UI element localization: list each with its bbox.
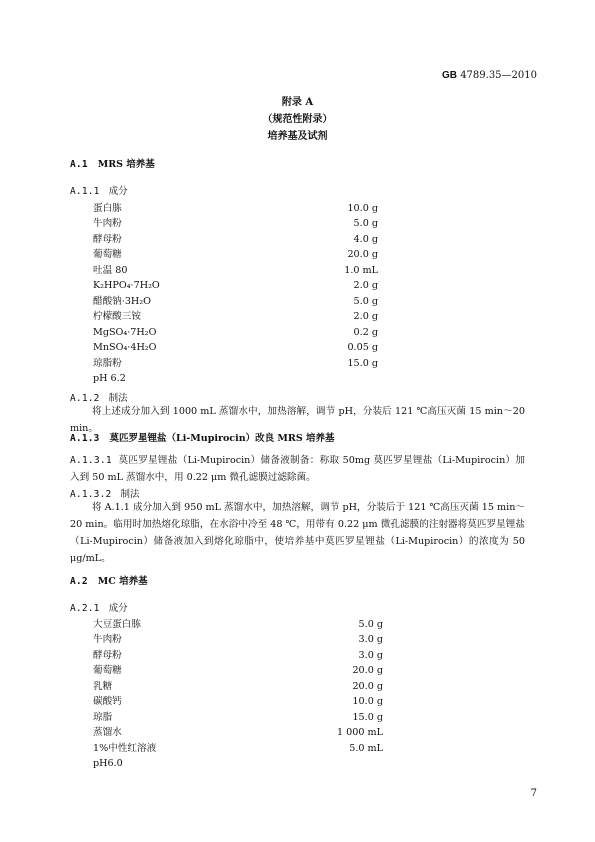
standard-prefix: GB (442, 70, 457, 81)
standard-code (442, 70, 537, 81)
section-title: 莫匹罗星锂盐（Li-Mupirocin）改良 MRS 培养基 (109, 433, 335, 444)
ingredient-amount: 5.0 g (353, 296, 378, 307)
section-title: 制法 (120, 489, 140, 500)
appendix-title: 附录 A (281, 97, 314, 108)
section-number: A.2 (70, 576, 88, 587)
ingredient-row (93, 694, 383, 709)
ingredient-row (93, 340, 378, 355)
ingredient-row (93, 232, 378, 247)
ingredient-name: 牛肉粉 (93, 218, 122, 229)
ingredient-name: MgSO₄·7H₂O (93, 327, 157, 338)
ingredient-name: MnSO₄·4H₂O (93, 342, 157, 353)
ingredient-row (93, 201, 378, 216)
section-title: MC 培养基 (97, 576, 148, 587)
ingredient-name: 酵母粉 (93, 650, 122, 661)
ingredient-row (93, 247, 378, 262)
ingredient-amount: 3.0 g (358, 634, 383, 645)
ingredient-name: 葡萄糖 (93, 249, 122, 260)
ingredient-name: 牛肉粉 (93, 634, 122, 645)
standard-number: 4789.35—2010 (460, 70, 537, 81)
ph-value (93, 371, 378, 386)
ingredient-name: 大豆蛋白胨 (93, 619, 141, 630)
ingredient-name: 蒸馏水 (93, 727, 122, 738)
ingredient-amount: 15.0 g (347, 358, 378, 369)
ingredient-row (93, 325, 378, 340)
ingredient-name: K₂HPO₄·7H₂O (93, 280, 160, 291)
section-a1-2-heading (70, 390, 128, 404)
ingredient-name: 柠檬酸三铵 (93, 311, 141, 322)
ingredient-amount: 10.0 g (347, 203, 378, 214)
ingredient-amount: 20.0 g (347, 249, 378, 260)
ingredient-row (93, 278, 378, 293)
appendix-subtitle: （规范性附录） (262, 114, 333, 125)
section-title: 成分 (108, 186, 128, 197)
ingredient-row (93, 309, 378, 324)
stock-solution-paragraph (70, 452, 525, 486)
ingredient-row (93, 617, 383, 632)
ingredient-amount: 10.0 g (352, 696, 383, 707)
section-number: A.1.2 (70, 393, 100, 404)
ingredient-amount: 20.0 g (352, 681, 383, 692)
page-number: 7 (530, 788, 537, 799)
ingredient-amount: 1.0 mL (344, 265, 378, 276)
ingredient-row (93, 710, 383, 725)
ingredient-amount: 4.0 g (353, 234, 378, 245)
ph-label: pH 6.2 (93, 373, 126, 384)
section-number: A.1.3.2 (70, 489, 112, 500)
ingredient-name: 醋酸钠·3H₂O (93, 296, 152, 307)
ingredient-row (93, 663, 383, 678)
section-number: A.1.3.1 (70, 455, 112, 466)
ingredient-amount: 1 000 mL (337, 727, 383, 738)
ph-label: pH6.0 (93, 758, 123, 769)
section-a1-3-heading (70, 430, 334, 444)
ingredient-row (93, 725, 383, 740)
section-a2-heading (70, 573, 148, 587)
section-a1-1-heading (70, 183, 128, 197)
section-number: A.1 (70, 159, 88, 170)
ingredient-name: 吐温 80 (93, 265, 128, 276)
section-title: MRS 培养基 (97, 159, 155, 170)
ingredient-name: 琼脂 (93, 712, 113, 723)
section-title: 成分 (108, 603, 128, 614)
mupirocin-preparation-paragraph: 将 A.1.1 成分加入到 950 mL 蒸馏水中，加热溶解，调节 pH，分装后于 121 ℃高压灭菌 15 min～20 min。临用时加热熔化琼脂，在水浴中冷至 48 ℃，用带有 0.22 μm 微孔滤膜的注射器将莫匹罗星锂盐（Li-Mupirocin）储备液加入到熔化琼脂中，使培养基中莫匹罗星锂盐（Li-Mupirocin）的浓度为 50 μg/mL。 (70, 502, 525, 564)
ingredient-row (93, 216, 378, 231)
ingredient-name: 乳糖 (93, 681, 113, 692)
ingredient-amount: 0.2 g (353, 327, 378, 338)
ingredient-row (93, 679, 383, 694)
ingredient-amount: 3.0 g (358, 650, 383, 661)
ingredient-row (93, 356, 378, 371)
section-a1-3-2-heading (70, 486, 140, 500)
ingredient-amount: 15.0 g (352, 712, 383, 723)
ingredient-name: 酵母粉 (93, 234, 122, 245)
stock-solution-text: 莫匹罗星锂盐（Li-Mupirocin）储备液制备：称取 50mg 莫匹罗星锂盐（Li-Mupirocin）加入到 50 mL 蒸馏水中，用 0.22 μm 微孔滤膜过滤除菌。 (70, 455, 526, 483)
section-number: A.1.3 (70, 433, 100, 444)
ingredient-row (93, 294, 378, 309)
ingredient-row (93, 741, 383, 756)
ingredient-amount: 20.0 g (352, 665, 383, 676)
ingredient-amount: 5.0 g (353, 218, 378, 229)
section-title: 制法 (108, 393, 128, 404)
ingredient-amount: 5.0 mL (349, 743, 383, 754)
ingredient-row (93, 648, 383, 663)
ingredient-row (93, 632, 383, 647)
section-a2-1-heading (70, 600, 128, 614)
ingredient-name: 1%中性红溶液 (93, 743, 157, 754)
ingredient-name: 葡萄糖 (93, 665, 122, 676)
section-a1-heading (70, 156, 155, 170)
appendix-heading: 培养基及试剂 (267, 131, 328, 142)
ph-value (93, 756, 383, 771)
section-number: A.1.1 (70, 186, 100, 197)
preparation-paragraph: 将上述成分加入到 1000 mL 蒸馏水中，加热溶解，调节 pH，分装后 121 ℃高压灭菌 15 min～20 min。 (70, 406, 525, 434)
ingredient-amount: 5.0 g (358, 619, 383, 630)
ingredient-amount: 2.0 g (353, 311, 378, 322)
ingredient-amount: 2.0 g (353, 280, 378, 291)
ingredient-amount: 0.05 g (347, 342, 378, 353)
ingredient-name: 琼脂粉 (93, 358, 122, 369)
ingredient-name: 碳酸钙 (93, 696, 122, 707)
ingredient-row (93, 263, 378, 278)
ingredient-name: 蛋白胨 (93, 203, 122, 214)
section-number: A.2.1 (70, 603, 100, 614)
